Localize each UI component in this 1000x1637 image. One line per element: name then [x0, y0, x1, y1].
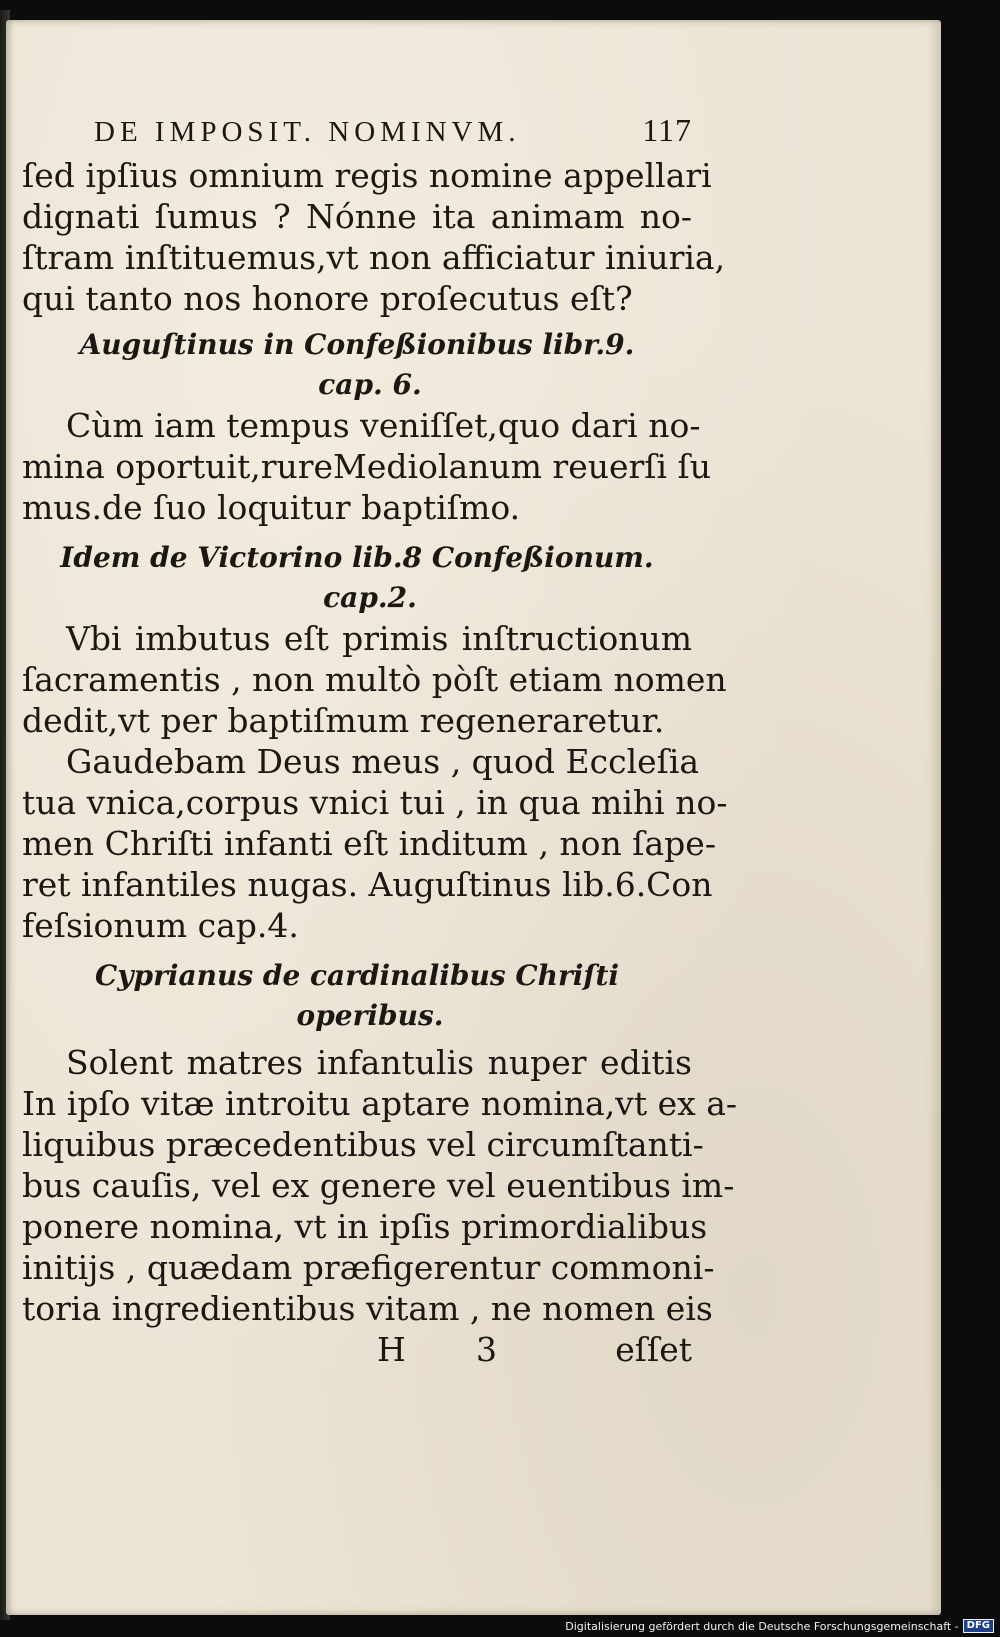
signature-mark [377, 1329, 497, 1370]
paragraph-4 [22, 741, 728, 946]
paragraph-2 [22, 405, 712, 528]
text-line: toria ingredientibus vitam , ne nomen eis [22, 1289, 713, 1328]
text-line: men Chriſti infanti eſt inditum , non ſape- [22, 824, 716, 863]
section-heading-chapter: cap. 6. [318, 368, 422, 401]
text-line: ponere nomina, vt in ipſis primordialibus [22, 1207, 708, 1246]
paragraph-1 [22, 155, 726, 319]
signature-number: 3 [476, 1330, 497, 1369]
text-line: initijs , quædam præfigerentur commoni- [22, 1248, 715, 1287]
text-line: ſacramentis , non multò pòſt etiam nomen [22, 660, 727, 699]
section-heading: Idem de Victorino lib.8 Confeßionum. [60, 541, 654, 574]
section-heading: Cyprianus de cardinalibus Chriſti [94, 959, 620, 992]
text-line: dedit,vt per baptiſmum regeneraretur. [22, 701, 665, 740]
credit-text: Digitalisierung gefördert durch die Deutsche Forschungsgemeinschaft - [565, 1619, 959, 1633]
running-header [22, 105, 692, 155]
paragraph-3 [22, 618, 727, 741]
text-line: liquibus præcedentibus vel circumſtanti- [22, 1125, 704, 1164]
text-line: Gaudebam Deus meus , quod Eccleſia [66, 742, 700, 781]
text-line: ſed ipſius omnium regis nomine appellari [22, 156, 712, 195]
text-line: ſtram inſtituemus,vt non afficiatur iniuria, [22, 238, 726, 277]
text-line: bus cauſis, vel ex genere vel euentibus im- [22, 1166, 735, 1205]
running-title: DE IMPOSIT. NOMINVM. [94, 116, 521, 148]
text-line: ret infantiles nugas. Auguſtinus lib.6.Con [22, 865, 713, 904]
section-heading-chapter: cap.2. [323, 581, 417, 614]
text-line: Solent matres infantulis nuper editis [66, 1043, 692, 1082]
page-number: 117 [642, 112, 692, 148]
text-line: Cùm iam tempus veniſſet,quo dari no- [66, 406, 701, 445]
page-footer [22, 1329, 692, 1370]
text-line: tua vnica,corpus vnici tui , in qua mihi no- [22, 783, 728, 822]
page-text-block [22, 105, 738, 1370]
text-line: feſsionum cap.4. [22, 906, 299, 945]
book-page [6, 20, 941, 1615]
section-heading: Auguſtinus in Confeßionibus libr.9. [79, 328, 635, 361]
catchword: eſſet [615, 1330, 692, 1369]
paragraph-5 [22, 1042, 738, 1329]
text-line: qui tanto nos honore proſecutus eſt? [22, 279, 633, 318]
text-line: mus.de ſuo loquitur baptiſmo. [22, 488, 521, 527]
text-line: Vbi imbutus eſt primis inſtructionum [66, 619, 692, 658]
dfg-logo: DFG [963, 1619, 994, 1633]
text-line: In ipſo vitæ introitu aptare nomina,vt ex a- [22, 1084, 738, 1123]
digitization-credit [565, 1619, 994, 1633]
signature-letter: H [377, 1330, 406, 1369]
text-line: mina oportuit,rureMediolanum reuerſi ſu [22, 447, 712, 486]
section-heading-continued: operibus. [296, 999, 444, 1032]
text-line: dignati ſumus ? Nónne ita animam no- [22, 197, 692, 236]
